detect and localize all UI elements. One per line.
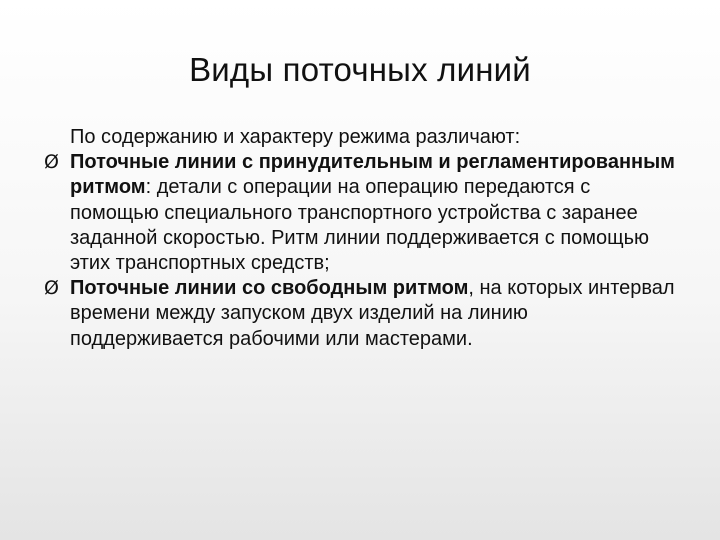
bullet-item-free-rhythm [44, 276, 684, 352]
slide-body [44, 125, 684, 352]
bullet-description: , на которых интервал времени между запуском двух изделий на линию поддерживается рабочими или мастерами. [70, 277, 675, 350]
arrow-bullet-icon: Ø [44, 277, 59, 300]
bullet-item-forced-rhythm [44, 150, 684, 276]
slide-title: Виды поточных линий [189, 51, 531, 88]
arrow-bullet-icon: Ø [44, 151, 59, 174]
bullet-list [44, 150, 684, 352]
bullet-term: Поточные линии с принудительным и регламентированным ритмом [70, 151, 675, 199]
bullet-description: : детали с операции на операцию передаются с помощью специального транспортного устройства с заранее заданной скоростью. Ритм линии поддерживается с помощью этих транспортных средств; [70, 176, 650, 275]
bullet-term: Поточные линии со свободным ритмом [70, 277, 469, 300]
intro-text: По содержанию и характеру режима различают: [70, 126, 521, 148]
